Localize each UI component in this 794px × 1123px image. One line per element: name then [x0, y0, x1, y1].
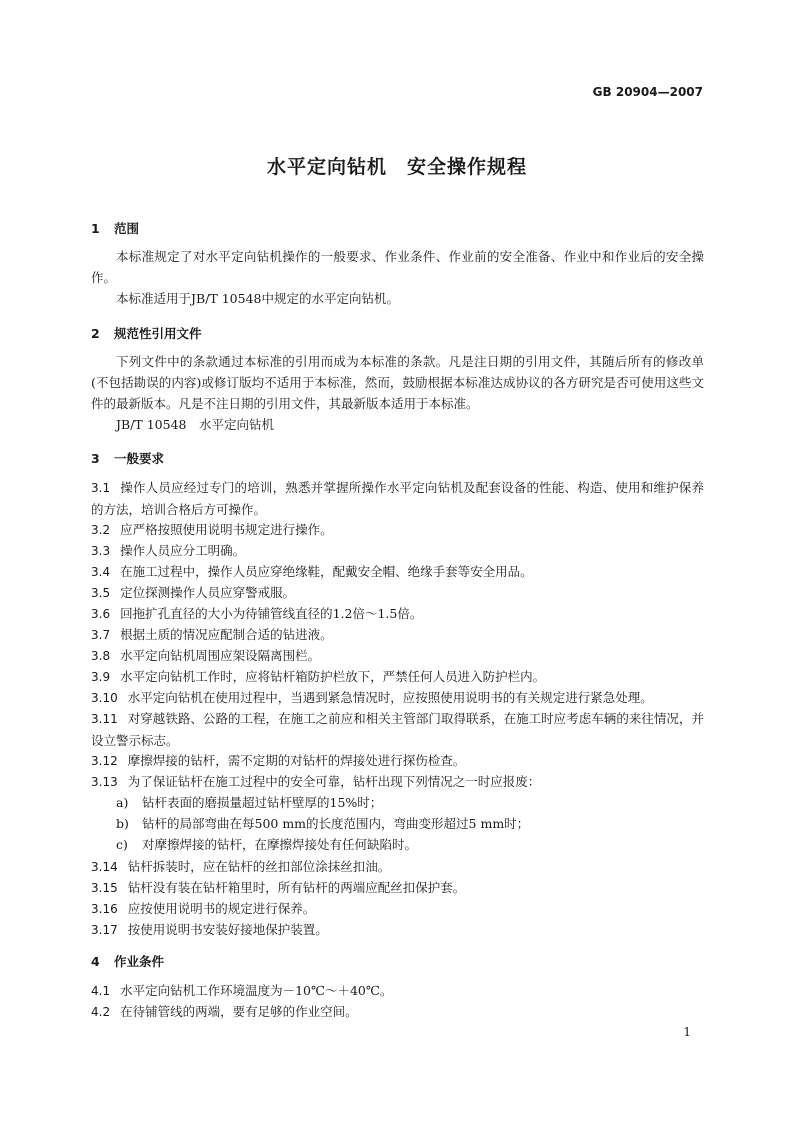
section-title: 范围: [114, 221, 140, 236]
section-number: 1: [91, 221, 100, 236]
clause-3-12: 3.12 摩擦焊接的钻杆，需不定期的对钻杆的焊接处进行探伤检查。: [91, 753, 466, 768]
section-title: 规范性引用文件: [114, 326, 202, 341]
clause-3-11: 3.11 对穿越铁路、公路的工程，在施工之前应和相关主管部门取得联系，在施工时应考虑车辆的来往情况，并设立警示标志。: [91, 711, 704, 748]
clause-3-2: 3.2 应严格按照使用说明书规定进行操作。: [91, 522, 333, 537]
subclause-c: c) 对摩擦焊接的钻杆，在摩擦焊接处有任何缺陷时。: [116, 837, 418, 852]
reference-document: JB/T 10548 水平定向钻机: [116, 417, 274, 432]
section-1-para-1: 本标准规定了对水平定向钻机操作的一般要求、作业条件、作业前的安全准备、作业中和作业后的安全操作。: [91, 249, 704, 285]
clause-3-13: 3.13 为了保证钻杆在施工过程中的安全可靠，钻杆出现下列情况之一时应报废：: [91, 774, 541, 789]
page-number: 1: [683, 1025, 691, 1039]
clause-3-16: 3.16 应按使用说明书的规定进行保养。: [91, 901, 316, 916]
clause-3-3: 3.3 操作人员应分工明确。: [91, 543, 246, 558]
subclause-a: a) 钻杆表面的磨损量超过钻杆壁厚的15%时；: [116, 795, 383, 810]
section-4-heading: [91, 952, 164, 970]
section-1-heading: [91, 219, 139, 237]
clause-4-1: 4.1 水平定向钻机工作环境温度为－10℃～＋40℃。: [91, 983, 393, 998]
clause-3-8: 3.8 水平定向钻机周围应架设隔离围栏。: [91, 648, 321, 663]
document-title: 水平定向钻机 安全操作规程: [266, 156, 527, 178]
section-title: 一般要求: [114, 451, 165, 466]
subclause-b: b) 钻杆的局部弯曲在每500 mm的长度范围内，弯曲变形超过5 mm时；: [116, 816, 530, 831]
section-number: 2: [91, 326, 100, 341]
clause-3-17: 3.17 按使用说明书安装好接地保护装置。: [91, 922, 328, 937]
clause-3-9: 3.9 水平定向钻机工作时，应将钻杆箱防护栏放下，严禁任何人员进入防护栏内。: [91, 669, 546, 684]
clause-4-2: 4.2 在待铺管线的两端，要有足够的作业空间。: [91, 1004, 358, 1019]
clause-3-15: 3.15 钻杆没有装在钻杆箱里时，所有钻杆的两端应配丝扣保护套。: [91, 880, 466, 895]
standard-number: GB 20904—2007: [592, 85, 703, 99]
clause-3-5: 3.5 定位探测操作人员应穿警戒服。: [91, 585, 296, 600]
clause-3-10: 3.10 水平定向钻机在使用过程中，当遇到紧急情况时，应按照使用说明书的有关规定进行紧急处理。: [91, 690, 653, 705]
clause-3-6: 3.6 回拖扩孔直径的大小为待铺管线直径的1.2倍～1.5倍。: [91, 606, 423, 621]
section-1-para-2: 本标准适用于JB/T 10548中规定的水平定向钻机。: [116, 291, 399, 306]
clause-3-4: 3.4 在施工过程中，操作人员应穿绝缘鞋，配戴安全帽、绝缘手套等安全用品。: [91, 564, 533, 579]
section-number: 3: [91, 451, 100, 466]
section-number: 4: [91, 954, 100, 969]
clause-3-1: 3.1 操作人员应经过专门的培训，熟悉并掌握所操作水平定向钻机及配套设备的性能、构造、使用和维护保养的方法，培训合格后方可操作。: [91, 480, 704, 517]
clause-3-7: 3.7 根据土质的情况应配制合适的钻进液。: [91, 627, 333, 642]
section-2-heading: [91, 324, 202, 342]
section-2-para: 下列文件中的条款通过本标准的引用而成为本标准的条款。凡是注日期的引用文件，其随后所有的修改单(不包括勘误的内容)或修订版均不适用于本标准，然而，鼓励根据本标准达成协议的各方研究是否可使用这些文件的最新版本。凡是不注日期的引用文件，其最新版本适用于本标准。: [91, 354, 704, 411]
section-3-heading: [91, 449, 164, 467]
section-title: 作业条件: [114, 954, 165, 969]
clause-3-14: 3.14 钻杆拆装时，应在钻杆的丝扣部位涂抹丝扣油。: [91, 859, 391, 874]
